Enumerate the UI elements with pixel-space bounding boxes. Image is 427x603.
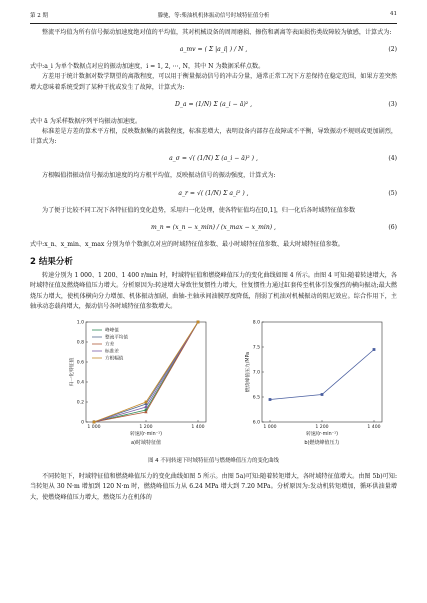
paragraph: 式中:x_n、x_min、x_max 分别为单个数据点对应的时域特征值参数、最小时域特征值参数、最大时域特征值参数。 (30, 240, 344, 248)
equation-2 (30, 39, 397, 61)
equation-body: a_mv = ( Σ |a_i| ) / N , (179, 46, 248, 54)
legend-label: 整流平均值 (105, 335, 128, 341)
data-point (145, 401, 148, 404)
paragraph: 为了便于比较不同工况下各特征值的变化趋势，采用归一化处理，使各特征值均在[0,1]，归一化后各时域特征值参数 (42, 206, 356, 214)
data-point (145, 406, 148, 409)
data-point (93, 421, 96, 424)
equation-body: a_r = √( (1/N) Σ a_i² ) , (178, 189, 249, 197)
equation-3 (30, 94, 397, 116)
legend-label: 标准差 (105, 349, 119, 355)
paragraph: 方差用于统计数据对数学期望的离散程度，可以用于衡量振动信号的冲击分量，通常正常工况下方差保持在稳定范围，如果方差突然增大意味着系统受到了某种干扰或发生了故障，计算式为: (30, 73, 397, 91)
equation-number: (2) (388, 46, 397, 54)
data-point (321, 393, 324, 396)
y-axis-label: 燃烧峰值压力/MPa (246, 351, 251, 393)
subfigure-caption: a)时域特征值 (130, 440, 162, 447)
equation-body: a_σ = √( (1/N) Σ (a_i − ā)² ) , (169, 155, 258, 163)
data-point (269, 398, 272, 401)
legend-label: 方根幅值 (105, 356, 124, 362)
figure-4 (30, 316, 397, 454)
equation-body: D_a = (1/N) Σ (a_i − ā)² , (174, 100, 253, 108)
legend-label: 峰峰值 (105, 328, 119, 334)
series-line (270, 350, 374, 400)
y-tick-label: 0 (81, 420, 84, 426)
paragraph: 转速分别为 1 000、1 200、1 400 r/min 时，时域特征值和燃烧峰值压力的变化曲线如图 4 所示。由图 4 可知:随着转速增大，各时域特征值及燃烧峰值压力增大。分析原因为:转速增大导致往复惯性力增大，往复惯性力通过缸套传至机体引发强烈的横向振动;最大燃烧压力增大，使机体横向分力增加、机体振动加剧，曲轴-主轴承间油膜厚度降低，削弱了机油对机械振动的阻尼效应。综合作用下，主轴承动态载荷增大，振动信号各时域特征值参数增大。 (30, 272, 397, 310)
y-tick-label: 0.4 (76, 380, 84, 386)
y-axis-label: 归一化特征值 (70, 357, 75, 387)
y-tick-label: 0.2 (76, 400, 84, 406)
paragraph: 方根幅值指振动信号振动加速度的均方根平均值，反映振动信号的振动强度，计算式为: (42, 172, 276, 180)
equation-5 (30, 183, 397, 205)
equation-6 (30, 217, 397, 239)
data-point (373, 348, 376, 351)
running-header (30, 11, 397, 24)
chart-peak-pressure (226, 316, 396, 454)
paragraph: 式中 ā 为采样数据序列平均振动加速度。 (30, 117, 142, 125)
x-axis-label: 转速/(r·min⁻¹) (306, 432, 338, 438)
x-tick-label: 1 200 (139, 425, 153, 431)
y-tick-label: 7.5 (252, 345, 260, 351)
header-page-number: 41 (390, 11, 397, 17)
y-tick-label: 6.0 (252, 420, 260, 426)
equation-body: m_n = (x_n − x_min) / (x_max − x_min) , (150, 223, 276, 231)
x-tick-label: 1 200 (315, 425, 329, 431)
header-issue: 第 2 期 (30, 13, 48, 19)
body-text (30, 28, 397, 503)
equation-number: (3) (388, 100, 397, 108)
y-tick-label: 1.0 (76, 320, 84, 326)
y-tick-label: 6.5 (252, 395, 260, 401)
plot-frame (262, 322, 382, 422)
y-tick-label: 8.0 (252, 320, 260, 326)
figure-caption: 图 4 不同转速下时域特征值与燃烧峰值压力的变化曲线 (148, 458, 279, 465)
paragraph: 不同转矩下，时域特征值和燃烧峰值压力的变化曲线如图 5 所示。由图 5a)可知:随着转矩增大，各时域特征值增大。由图 5b)可知:当转矩从 30 N·m 增加到 120 N·m 时，燃烧峰值压力从 6.24 MPa 增大到 7.20 MPa。分析原因为:发动机转矩增加，循环供油量增大，使燃烧峰值压力增大，燃烧压力在机体的 (30, 473, 397, 501)
data-point (197, 321, 200, 324)
legend-label: 方差 (105, 342, 115, 348)
y-tick-label: 7.0 (252, 370, 260, 376)
paragraph: 式中:a_i 为单个数据点对应的振动加速度，i = 1, 2, ⋯, N，其中 N 为数据采样点数。 (30, 63, 265, 71)
equation-number: (5) (388, 189, 397, 197)
x-tick-label: 1 000 (87, 425, 101, 431)
subfigure-caption: b)燃烧峰值压力 (304, 440, 340, 447)
y-tick-label: 0.8 (76, 340, 84, 346)
x-axis-label: 转速/(r·min⁻¹) (130, 432, 162, 438)
equation-number: (4) (388, 155, 397, 163)
x-tick-label: 1 400 (191, 425, 205, 431)
x-tick-label: 1 000 (263, 425, 277, 431)
section-heading: 2 结果分析 (30, 257, 73, 268)
chart-time-domain-features (34, 316, 224, 454)
paragraph: 整流平均值为所有信号振动加速度绝对值的平均值，其对机械设备的周周磨损、擦伤和剥离等表面损伤类故障较为敏感，计算式为: (42, 29, 392, 36)
x-tick-label: 1 400 (367, 425, 381, 431)
paragraph: 标准差是方差的算术平方根，反映数据集的离散程度，标准差增大，表明设备内部存在故障或不平衡，导致振动不规则或更加剧烈，计算式为: (30, 128, 397, 146)
equation-number: (6) (388, 223, 397, 231)
equation-4 (30, 148, 397, 170)
header-title: 滕驰，等:柴油机机体振动信号时域特征值分析 (157, 13, 270, 19)
y-tick-label: 0.6 (76, 360, 84, 366)
